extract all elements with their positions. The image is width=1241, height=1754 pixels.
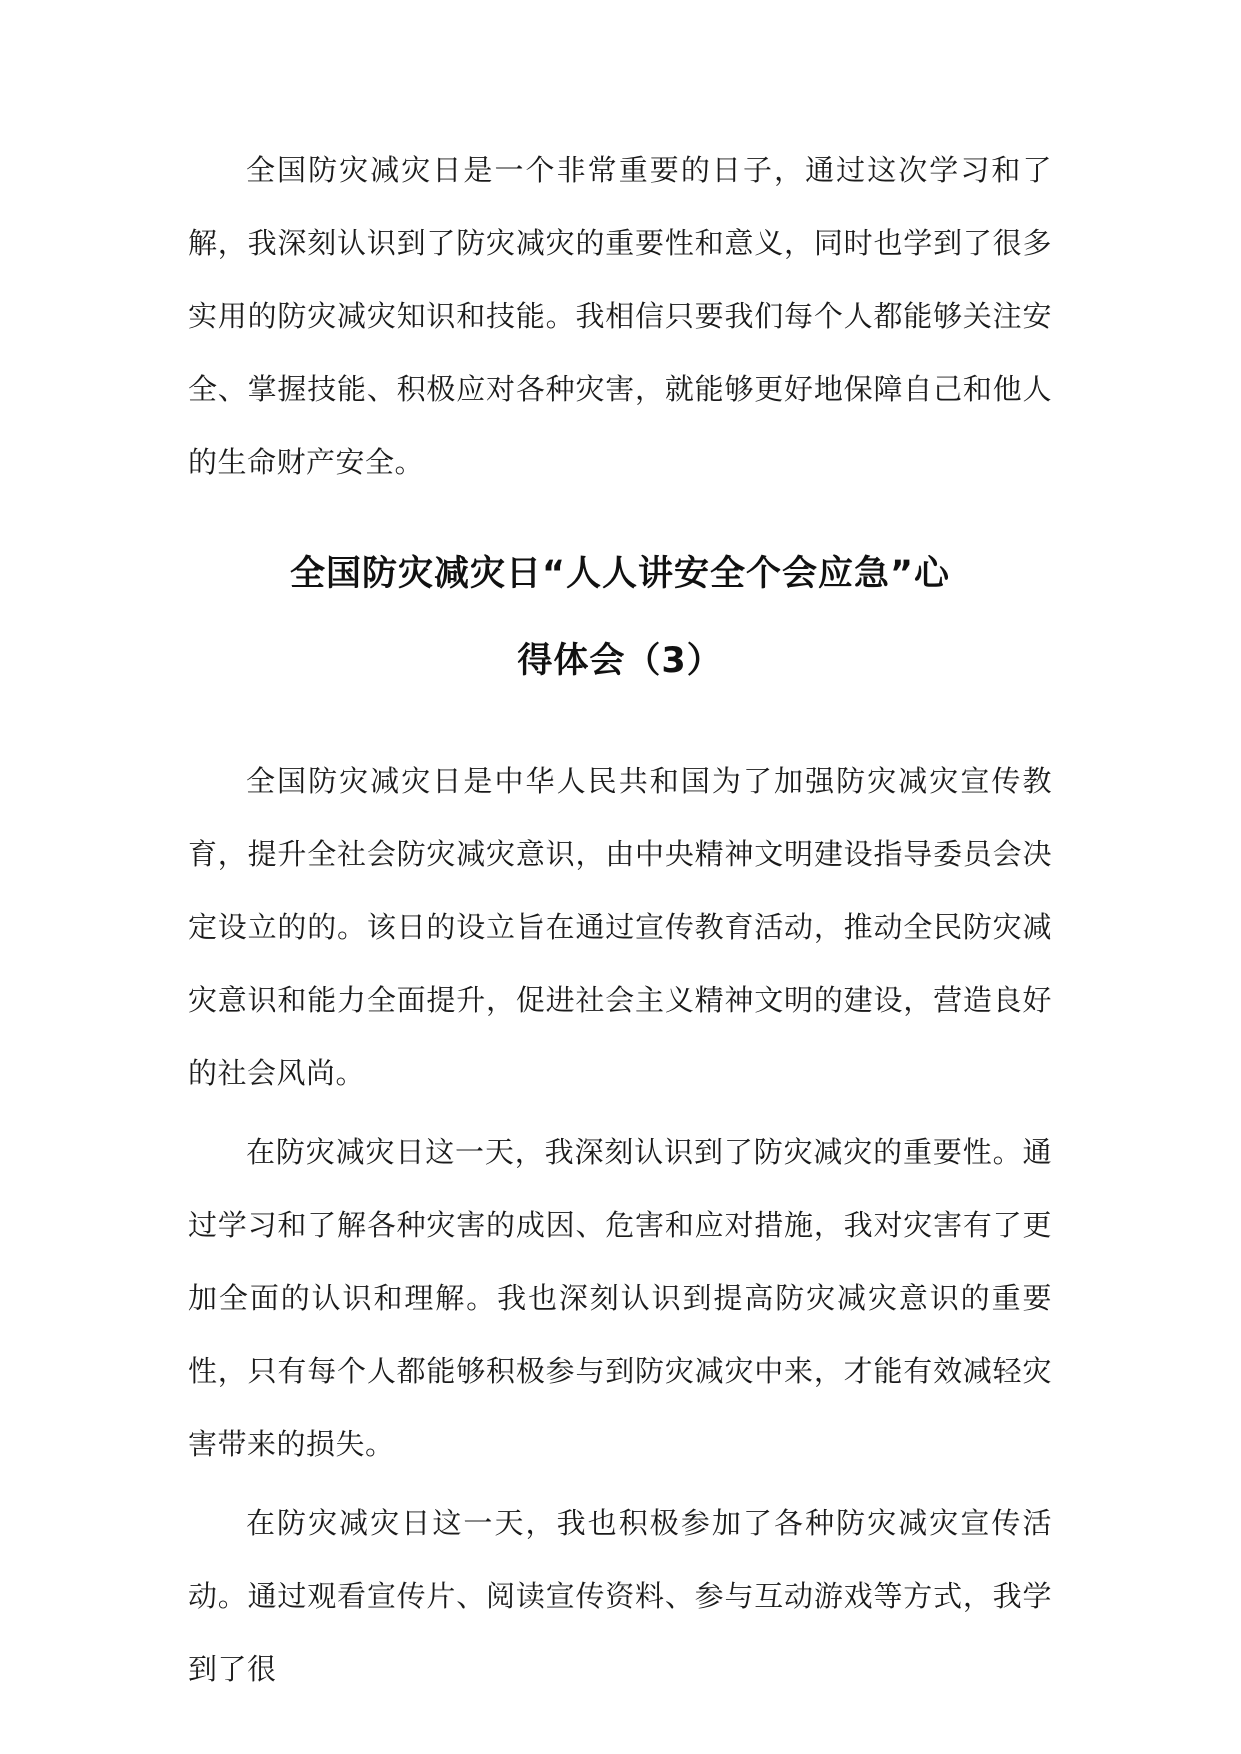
body-paragraph-1: 全国防灾减灾日是中华人民共和国为了加强防灾减灾宣传教育，提升全社会防灾减灾意识，由中央精神文明建设指导委员会决定设立的的。该日的设立旨在通过宣传教育活动，推动全民防灾减灾意识和能力全面提升，促进社会主义精神文明的建设，营造良好的社会风尚。 (188, 764, 1052, 1090)
intro-paragraph: 全国防灾减灾日是一个非常重要的日子，通过这次学习和了解，我深刻认识到了防灾减灾的重要性和意义，同时也学到了很多实用的防灾减灾知识和技能。我相信只要我们每个人都能够关注安全、掌握技能、积极应对各种灾害，就能够更好地保障自己和他人的生命财产安全。 (188, 153, 1052, 479)
title-line-2: 得体会（3） (517, 641, 723, 681)
body-paragraph-2: 在防灾减灾日这一天，我深刻认识到了防灾减灾的重要性。通过学习和了解各种灾害的成因、危害和应对措施，我对灾害有了更加全面的认识和理解。我也深刻认识到提高防灾减灾意识的重要性，只有每个人都能够积极参与到防灾减灾中来，才能有效减轻灾害带来的损失。 (188, 1135, 1052, 1461)
title-line-1: 全国防灾减灾日“人人讲安全个会应急”心 (289, 554, 950, 594)
document-body (188, 134, 1052, 1706)
body-paragraph-3: 在防灾减灾日这一天，我也积极参加了各种防灾减灾宣传活动。通过观看宣传片、阅读宣传资料、参与互动游戏等方式，我学到了很 (188, 1506, 1052, 1686)
section-title (188, 531, 1052, 705)
